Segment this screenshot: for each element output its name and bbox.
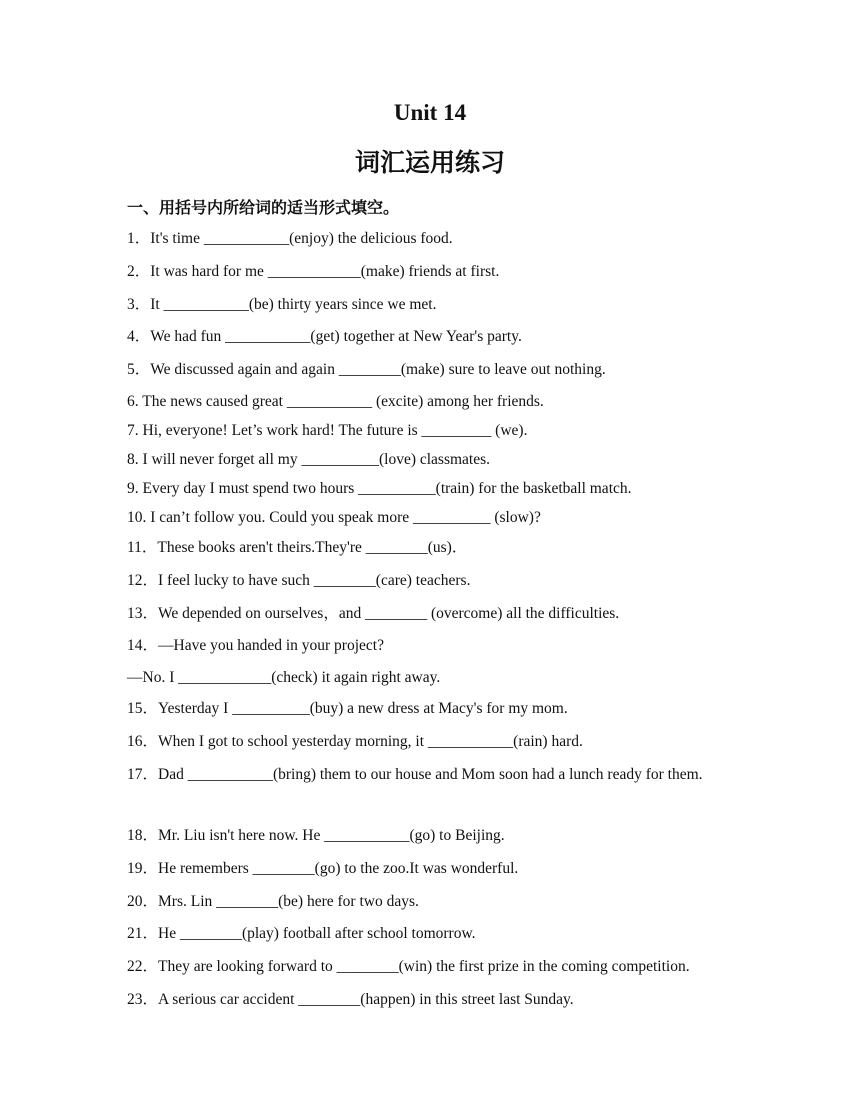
page-subtitle: 词汇运用练习 [354,148,505,177]
exercise-item-14-answer: —No. I ____________(check) it again right away. [127,669,441,686]
exercise-item-5: 5．We discussed again and again ________(make) sure to leave out nothing. [127,361,606,378]
section-heading: 一、用括号内所给词的适当形式填空。 [127,198,400,217]
exercise-item-23: 23．A serious car accident ________(happen) in this street last Sunday. [127,991,574,1008]
exercise-item-2: 2．It was hard for me ____________(make) friends at first. [127,263,500,280]
exercise-item-10: 10. I can’t follow you. Could you speak more __________ (slow)? [127,509,541,526]
exercise-item-1: 1．It's time ___________(enjoy) the delicious food. [127,230,453,247]
exercise-item-22: 22．They are looking forward to ________(win) the first prize in the coming competition. [127,958,690,975]
exercise-item-18: 18．Mr. Liu isn't here now. He ___________(go) to Beijing. [127,827,505,844]
exercise-item-16: 16．When I got to school yesterday morning, it ___________(rain) hard. [127,733,583,750]
exercise-item-17: 17．Dad ___________(bring) them to our house and Mom soon had a lunch ready for them. [127,766,703,783]
exercise-item-8: 8. I will never forget all my __________(love) classmates. [127,451,491,468]
exercise-item-4: 4．We had fun ___________(get) together at New Year's party. [127,328,522,345]
exercise-item-14-question: 14．—Have you handed in your project? [127,637,384,654]
exercise-item-19: 19．He remembers ________(go) to the zoo.It was wonderful. [127,860,519,877]
exercise-item-6: 6. The news caused great ___________ (excite) among her friends. [127,393,544,410]
exercise-item-9: 9. Every day I must spend two hours __________(train) for the basketball match. [127,480,632,497]
exercise-item-3: 3．It ___________(be) thirty years since we met. [127,296,437,313]
exercise-item-20: 20．Mrs. Lin ________(be) here for two days. [127,893,419,910]
exercise-item-15: 15．Yesterday I __________(buy) a new dress at Macy's for my mom. [127,700,568,717]
exercise-item-13: 13．We depended on ourselves，and ________ (overcome) all the difficulties. [127,605,620,622]
exercise-item-11: 11．These books aren't theirs.They're ________(us)． [127,539,468,556]
exercise-item-7: 7. Hi, everyone! Let’s work hard! The future is _________ (we). [127,422,528,439]
page-title: Unit 14 [393,100,467,125]
exercise-item-12: 12．I feel lucky to have such ________(care) teachers. [127,572,471,589]
exercise-item-21: 21．He ________(play) football after school tomorrow. [127,925,476,942]
